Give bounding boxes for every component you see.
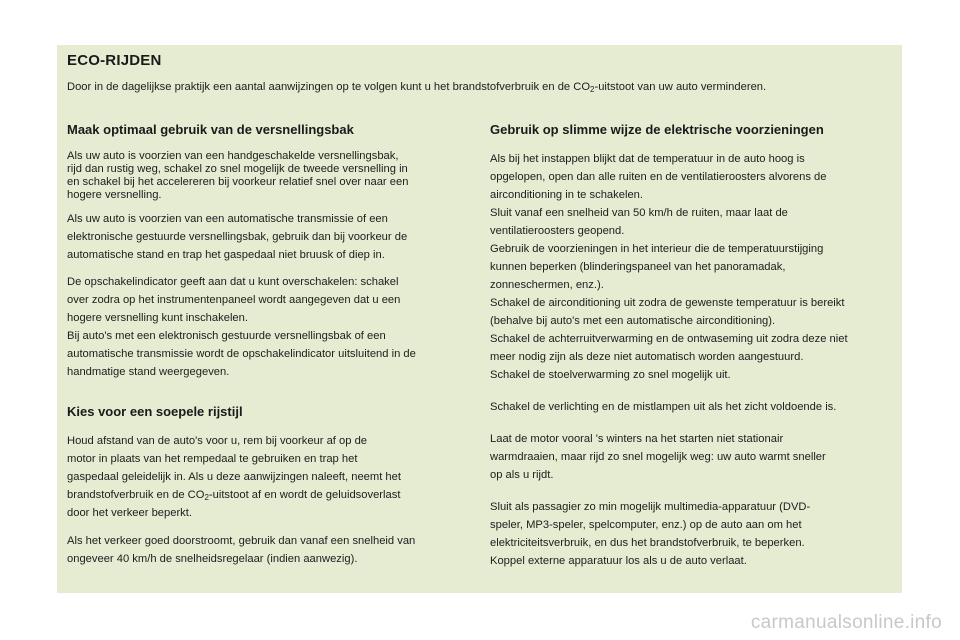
text-line: kunnen beperken (blinderingspaneel van het panoramadak,	[490, 261, 786, 273]
section-heading-gearbox: Maak optimaal gebruik van de versnellingsbak	[67, 122, 354, 137]
text-line: Schakel de verlichting en de mistlampen uit als het zicht voldoende is.	[490, 401, 837, 413]
text-line: en schakel bij het accelereren bij voorkeur relatief snel over naar een	[67, 176, 409, 188]
text-line: op als u rijdt.	[490, 469, 554, 481]
text-line: hogere versnelling.	[67, 189, 162, 201]
text-line: (behalve bij auto's met een automatische airconditioning).	[490, 315, 776, 327]
engine-warmup-paragraph	[490, 430, 902, 484]
intro-text-end: -uitstoot van uw auto verminderen.	[594, 81, 767, 93]
text-line: Houd afstand van de auto's voor u, rem bij voorkeur af op de	[67, 435, 368, 447]
text-line: Sluit vanaf een snelheid van 50 km/h de ruiten, maar laat de	[490, 207, 788, 219]
text-line: handmatige stand weergegeven.	[67, 366, 230, 378]
intro-paragraph	[67, 79, 897, 95]
multimedia-paragraph	[490, 498, 902, 570]
text-line: airconditioning in te schakelen.	[490, 189, 643, 201]
gearbox-automatic-paragraph	[67, 210, 472, 264]
text-line: Sluit als passagier zo min mogelijk multimedia-apparatuur (DVD-	[490, 501, 811, 513]
page-title: ECO-RIJDEN	[67, 52, 162, 69]
lighting-paragraph	[490, 398, 902, 416]
text-line: opgelopen, open dan alle ruiten en de ventilatieroosters alvorens de	[490, 171, 827, 183]
text-line: rijd dan rustig weg, schakel zo snel mogelijk de tweede versnelling in	[67, 163, 408, 175]
text-line: motor in plaats van het rempedaal te gebruiken en trap het	[67, 453, 358, 465]
text-line: elektriciteitsverbruik, en dus het brandstofverbruik, te beperken.	[490, 537, 805, 549]
text-line: Gebruik de voorzieningen in het interieur die de temperatuurstijging	[490, 243, 824, 255]
shift-indicator-paragraph	[67, 273, 472, 381]
text-line: Als bij het instappen blijkt dat de temperatuur in de auto hoog is	[490, 153, 805, 165]
text-line: Als uw auto is voorzien van een automatische transmissie of een	[67, 213, 388, 225]
text-line: ongeveer 40 km/h de snelheidsregelaar (indien aanwezig).	[67, 553, 358, 565]
text-line: Koppel externe apparatuur los als u de auto verlaat.	[490, 555, 747, 567]
text-line: Bij auto's met een elektronisch gestuurde versnellingsbak of een	[67, 330, 386, 342]
section-heading-driving-style: Kies voor een soepele rijstijl	[67, 404, 243, 419]
cruise-control-paragraph	[67, 532, 472, 568]
text-line: Als uw auto is voorzien van een handgeschakelde versnellingsbak,	[67, 150, 399, 162]
text-line: elektronische gestuurde versnellingsbak, gebruik dan bij voorkeur de	[67, 231, 408, 243]
text-line: hogere versnelling kunt inschakelen.	[67, 312, 248, 324]
text-line: door het verkeer beperkt.	[67, 507, 192, 519]
text-line: meer nodig zijn als deze niet automatisch worden aangestuurd.	[490, 351, 804, 363]
driving-style-paragraph	[67, 432, 472, 522]
text-line: over zodra op het instrumentenpaneel wordt aangegeven dat u een	[67, 294, 401, 306]
text-line: zonneschermen, enz.).	[490, 279, 604, 291]
watermark: carmanualsonline.info	[750, 612, 942, 633]
co2-subscript: 2	[590, 85, 595, 94]
left-column	[67, 121, 472, 568]
text-line: automatische transmissie wordt de opschakelindicator uitsluitend in de	[67, 348, 416, 360]
text-line: gaspedaal geleidelijk in. Als u deze aanwijzingen naleeft, neemt het	[67, 471, 401, 483]
section-heading-electrical: Gebruik op slimme wijze de elektrische voorzieningen	[490, 122, 824, 137]
text-line: Schakel de achterruitverwarming en de ontwaseming uit zodra deze niet	[490, 333, 848, 345]
text-line: Laat de motor vooral 's winters na het starten niet stationair	[490, 433, 784, 445]
text-line: warmdraaien, maar rijd zo snel mogelijk weg: uw auto warmt sneller	[490, 451, 826, 463]
text-line: automatische stand en trap het gaspedaal niet bruusk of diep in.	[67, 249, 385, 261]
gearbox-manual-paragraph	[67, 150, 472, 202]
text-line: Als het verkeer goed doorstroomt, gebruik dan vanaf een snelheid van	[67, 535, 416, 547]
climate-paragraph	[490, 150, 902, 384]
text-line: ventilatieroosters geopend.	[490, 225, 625, 237]
text-line: speler, MP3-speler, spelcomputer, enz.) op de auto aan om het	[490, 519, 802, 531]
intro-text: Door in de dagelijkse praktijk een aantal aanwijzingen op te volgen kunt u het brandstofverbruik en de CO	[67, 81, 591, 93]
text-line: Schakel de stoelverwarming zo snel mogelijk uit.	[490, 369, 731, 381]
co2-line: brandstofverbruik en de $CO_2$-uitstoot af en wordt de geluidsoverlast	[67, 489, 401, 502]
co2-subscript: 2	[204, 493, 209, 502]
text-line: Schakel de airconditioning uit zodra de gewenste temperatuur is bereikt	[490, 297, 845, 309]
text-line: De opschakelindicator geeft aan dat u kunt overschakelen: schakel	[67, 276, 399, 288]
right-column	[490, 121, 902, 570]
